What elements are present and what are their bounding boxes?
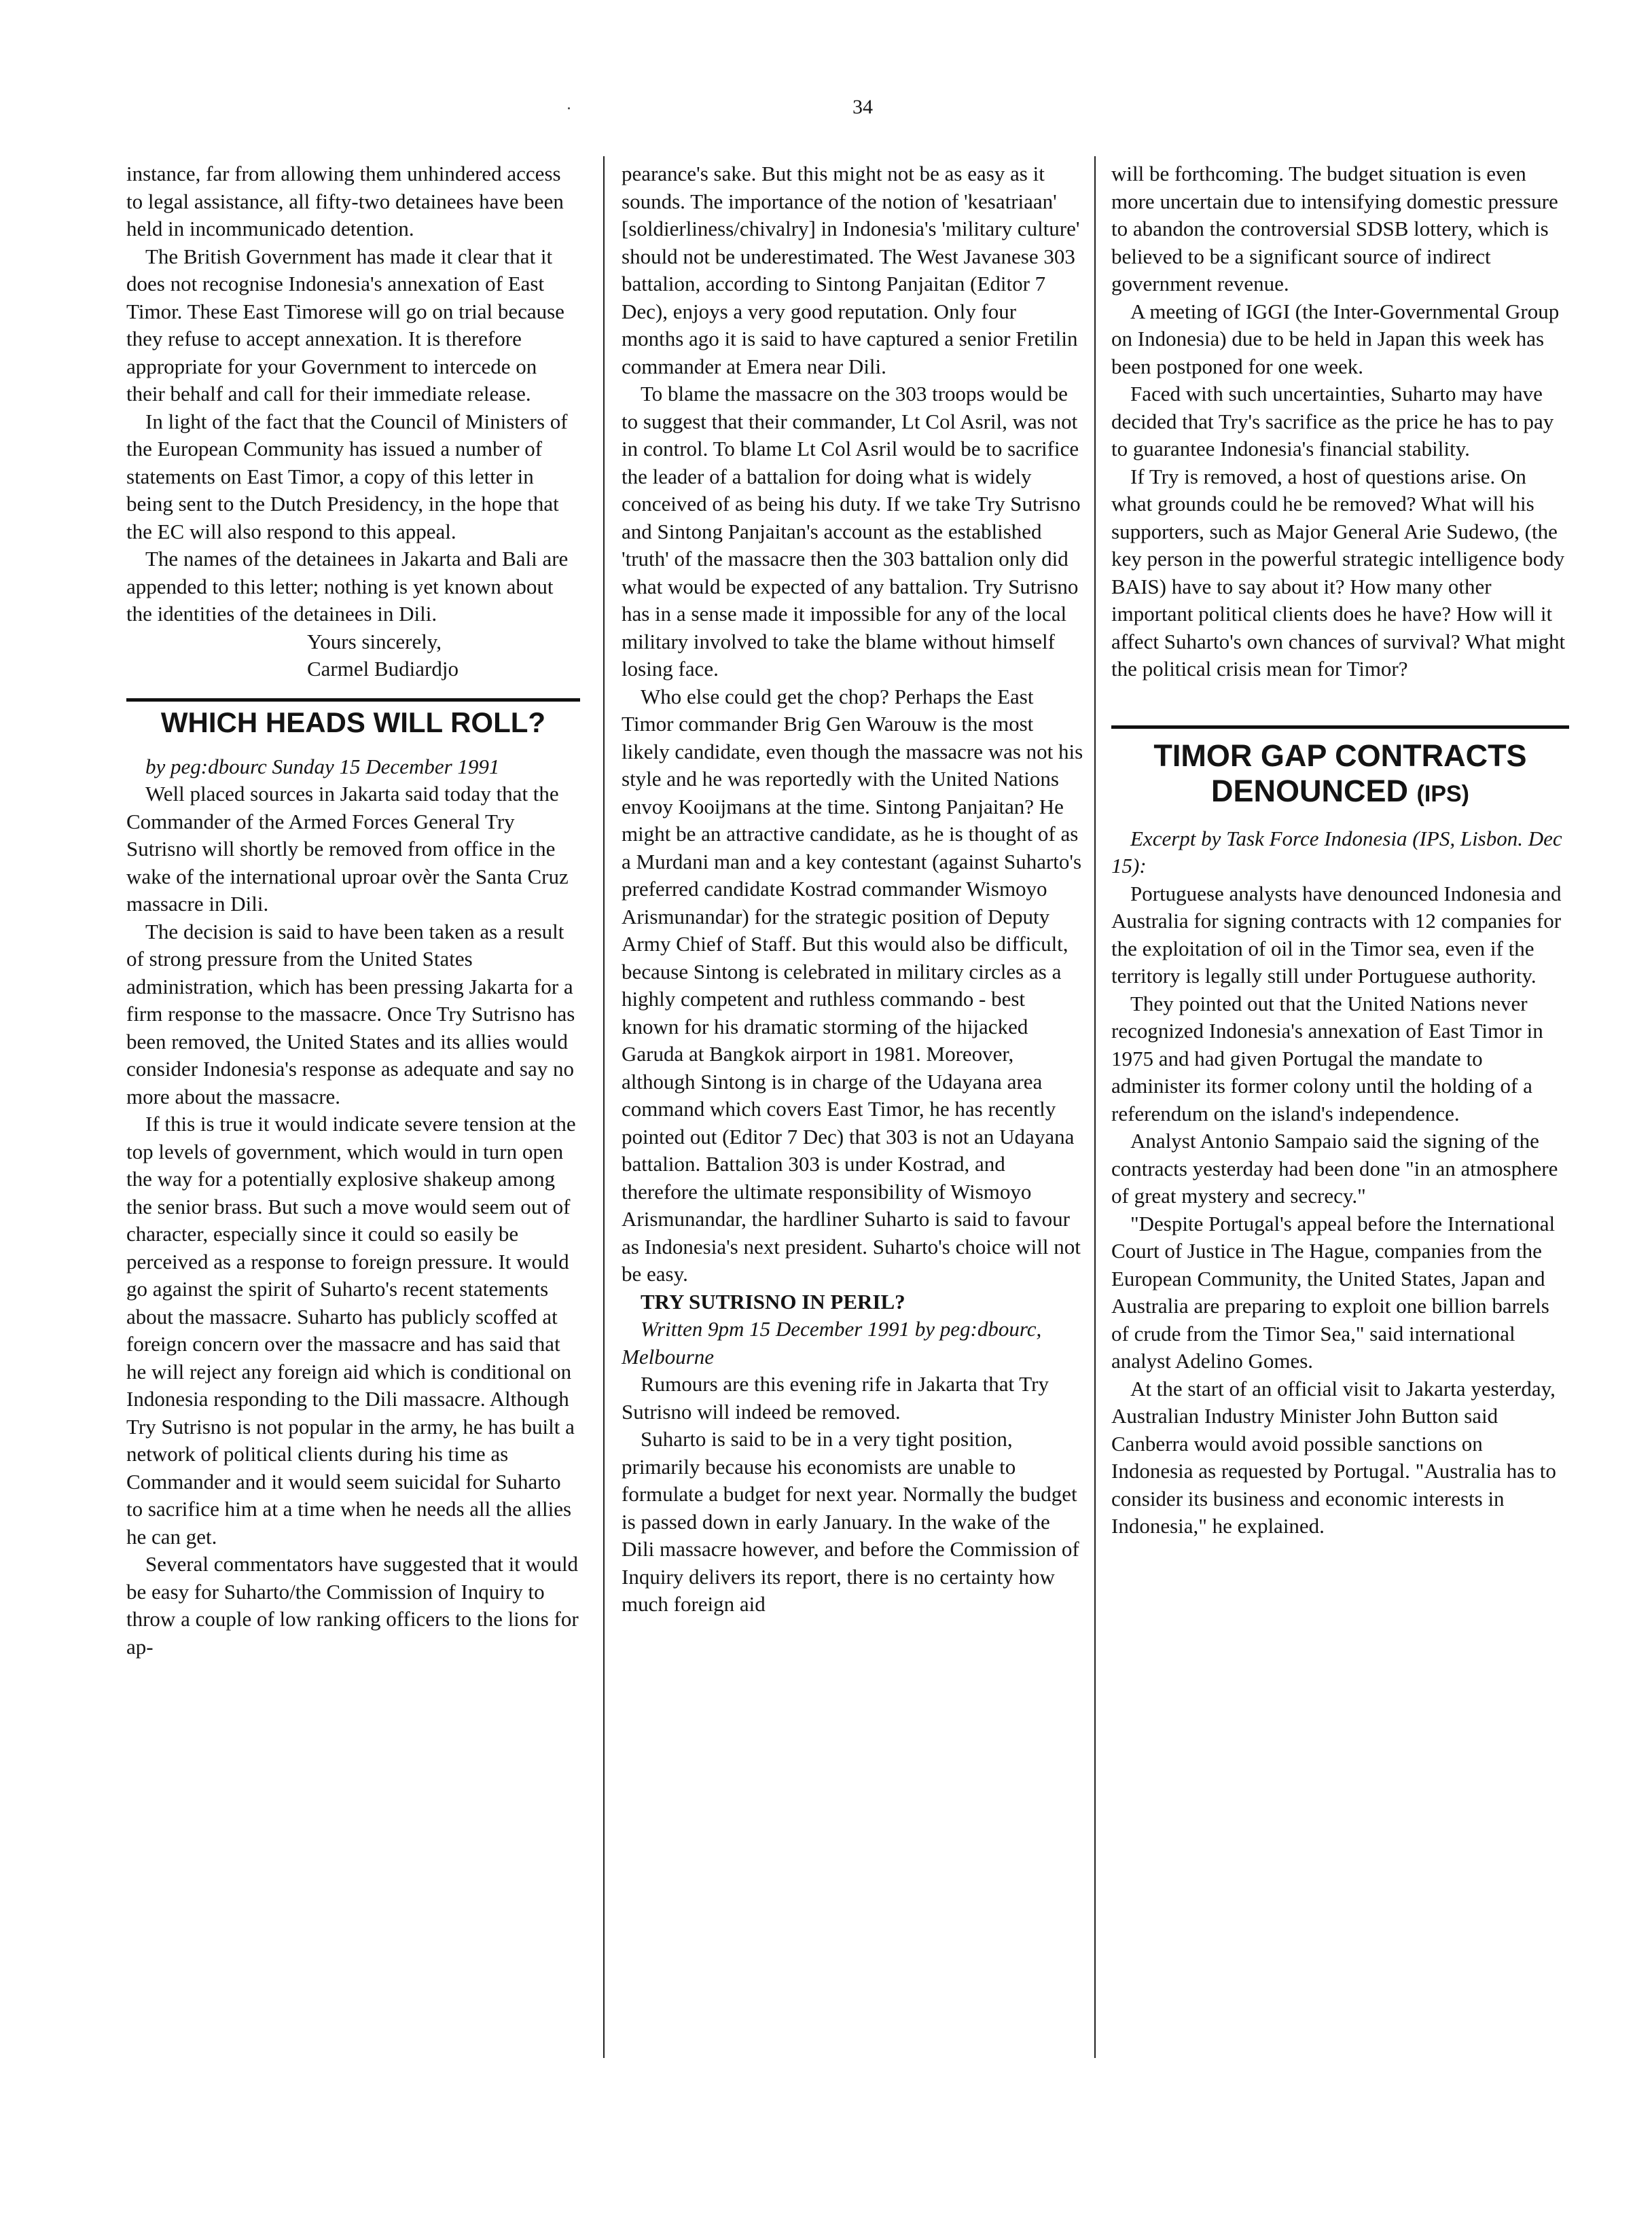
column-divider (603, 156, 605, 2058)
article-paragraph: "Despite Portugal's appeal before the International Court of Justice in The Hague, companies from the European Community, the United States, Japan and Australia are preparing to exploit one billion barrels of crude from the Timor Sea," said international analyst Adelino Gomes. (1111, 1211, 1556, 1373)
article-paragraph: Portuguese analysts have denounced Indonesia and Australia for signing contracts with 12 companies for the exploitation of oil in the Timor sea, even if the territory is legally still under Portuguese authority. (1111, 881, 1562, 988)
article-paragraph: At the start of an official visit to Jakarta yesterday, Australian Industry Minister John Button said Canberra would avoid possible sanctions on Indonesia as requested by Portugal. "Australia has to consider its business and economic interests in Indonesia," he explained. (1111, 1376, 1556, 1538)
article-paragraph: Several commentators have suggested that it would be easy for Suharto/the Commission of Inquiry to throw a couple of low ranking officers to the lions for ap- (126, 1552, 579, 1659)
stray-mark (568, 107, 570, 109)
letter-signature: Carmel Budiardjo (307, 657, 459, 681)
article-paragraph: They pointed out that the United Nations never recognized Indonesia's annexation of East Timor in 1975 and had given Portugal the mandate to administer its former colony until the holding of a referendum on the island's independence. (1111, 991, 1543, 1125)
article-headline (1111, 738, 1569, 812)
article-paragraph: A meeting of IGGI (the Inter-Governmental Group on Indonesia) due to be held in Japan this week has been postponed for one week. (1111, 299, 1560, 378)
headline-source: (IPS) (1416, 780, 1469, 807)
column-1 (126, 160, 580, 1661)
article-byline: Excerpt by Task Force Indonesia (IPS, Lisbon. Dec 15): (1111, 826, 1562, 878)
article-paragraph: To blame the massacre on the 303 troops would be to suggest that their commander, Lt Col Asril, was not in control. To blame Lt Col Asril would be to sacrifice the leader of a battalion for doing what is widely conceived of as being his duty. If we take Try Sutrisno and Sintong Panjaitan's account as the established 'truth' of the massacre then the 303 battalion only did what would be expected of any battalion. Try Sutrisno has in a sense made it impossible for any of the local military involved to take the blame without himself losing face. (622, 382, 1081, 681)
section-byline: Written 9pm 15 December 1991 by peg:dbourc, Melbourne (622, 1317, 1042, 1369)
article-paragraph: Rumours are this evening rife in Jakarta that Try Sutrisno will indeed be removed. (622, 1372, 1049, 1424)
article-paragraph: The decision is said to have been taken as a result of strong pressure from the United States administration, which has been pressing Jakarta for a firm response to the massacre. Once Try Sutrisno has been removed, the United States and its allies would consider Indonesia's response as adequate and say no more about the massacre. (126, 919, 575, 1108)
article-paragraph: Who else could get the chop? Perhaps the East Timor commander Brig Gen Warouw is the most likely candidate, even though the massacre was not his style and he was reportedly with the United Nations envoy Kooijmans at the time. Sintong Panjaitan? He might be an attractive candidate, as he is thought of as a Murdani man and a key contestant (against Suharto's preferred candidate Kostrad commander Wismoyo Arismunandar) for the strategic position of Deputy Army Chief of Staff. But this would also be difficult, because Sintong is celebrated in military circles as a highly competent and ruthless commando - best known for his dramatic storming of the hijacked Garuda at Bangkok airport in 1981. Moreover, although Sintong is in charge of the Udayana area command which covers East Timor, he has recently pointed out (Editor 7 Dec) that 303 is not an Udayana battalion. Battalion 303 is under Kostrad, and therefore the ultimate responsibility of Wismoyo Arismunandar, the hardliner Suharto is said to favour as Indonesia's next president. Suharto's choice will not be easy. (622, 684, 1083, 1286)
section-subhead: TRY SUTRISNO IN PERIL? (641, 1289, 905, 1314)
section-rule (1111, 725, 1569, 729)
article-paragraph: Faced with such uncertainties, Suharto may have decided that Try's sacrifice as the price he has to pay to guarantee Indonesia's financial stability. (1111, 382, 1554, 461)
article-headline: WHICH HEADS WILL ROLL? (160, 706, 546, 738)
article-paragraph: Analyst Antonio Sampaio said the signing of the contracts yesterday had been done "in an atmosphere of great mystery and secrecy." (1111, 1129, 1558, 1208)
headline-text: TIMOR GAP CONTRACTS DENOUNCED (1153, 738, 1527, 808)
column-2 (622, 160, 1083, 1619)
article-byline: by peg:dbourc Sunday 15 December 1991 (145, 754, 500, 778)
article-paragraph: Suharto is said to be in a very tight position, primarily because his economists are unable to formulate a budget for next year. Normally the budget is passed down in early January. In the wake of the Dili massacre however, and before the Commission of Inquiry delivers its report, there is no certainty how much foreign aid (622, 1427, 1079, 1616)
letter-paragraph: The British Government has made it clear that it does not recognise Indonesia's annexation of East Timor. These East Timorese will go on trial because they refuse to accept annexation. It is therefore appropriate for your Government to intercede on their behalf and call for their immediate release. (126, 244, 564, 405)
column-3 (1111, 160, 1569, 1540)
article-paragraph: Well placed sources in Jakarta said today that the Commander of the Armed Forces General Try Sutrisno will shortly be removed from office in the wake of the international uproar ovèr the Santa Cruz massacre in Dili. (126, 782, 569, 916)
article-paragraph: will be forthcoming. The budget situation is even more uncertain due to intensifying domestic pressure to abandon the controversial SDSB lottery, which is believed to be a significant source of indirect government revenue. (1111, 162, 1558, 295)
page-number: 34 (852, 96, 873, 118)
letter-closing: Yours sincerely, (307, 629, 442, 653)
letter-paragraph: The names of the detainees in Jakarta and Bali are appended to this letter; nothing is yet known about the identities of the detainees in Dili. (126, 547, 569, 626)
section-rule (126, 698, 580, 702)
article-paragraph: pearance's sake. But this might not be as easy as it sounds. The importance of the notion of 'kesatriaan' [soldierliness/chivalry] in Indonesia's 'military culture' should not be underestimated. The West Javanese 303 battalion, according to Sintong Panjaitan (Editor 7 Dec), enjoys a very good reputation. Only four months ago it is said to have captured a senior Fretilin commander at Emera near Dili. (622, 162, 1080, 378)
column-divider (1094, 156, 1096, 2058)
letter-paragraph: In light of the fact that the Council of Ministers of the European Community has issued a number of statements on East Timor, a copy of this letter in being sent to the Dutch Presidency, in the hope that the EC will also respond to this appeal. (126, 409, 568, 543)
article-paragraph: If this is true it would indicate severe tension at the top levels of government, which would in turn open the way for a potentially explosive shakeup among the senior brass. But such a move would seem out of character, especially since it could so easily be perceived as a response to foreign pressure. It would go against the spirit of Suharto's recent statements about the massacre. Suharto has publicly scoffed at foreign concern over the massacre and has said that he will reject any foreign aid which is conditional on Indonesia responding to the Dili massacre. Although Try Sutrisno is not popular in the army, he has built a network of political clients during his time as Commander and it would seem suicidal for Suharto to sacrifice him at a time when he needs all the allies he can get. (126, 1112, 576, 1549)
letter-paragraph: instance, far from allowing them unhindered access to legal assistance, all fifty-two detainees have been held in incommunicado detention. (126, 162, 564, 240)
article-paragraph: If Try is removed, a host of questions arise. On what grounds could he be removed? What will his supporters, such as Major General Arie Sudewo, (the key person in the powerful strategic intelligence body BAIS) have to say about it? How many other important political clients does he have? How will it affect Suharto's own chances of survival? What might the political crisis mean for Timor? (1111, 464, 1566, 681)
